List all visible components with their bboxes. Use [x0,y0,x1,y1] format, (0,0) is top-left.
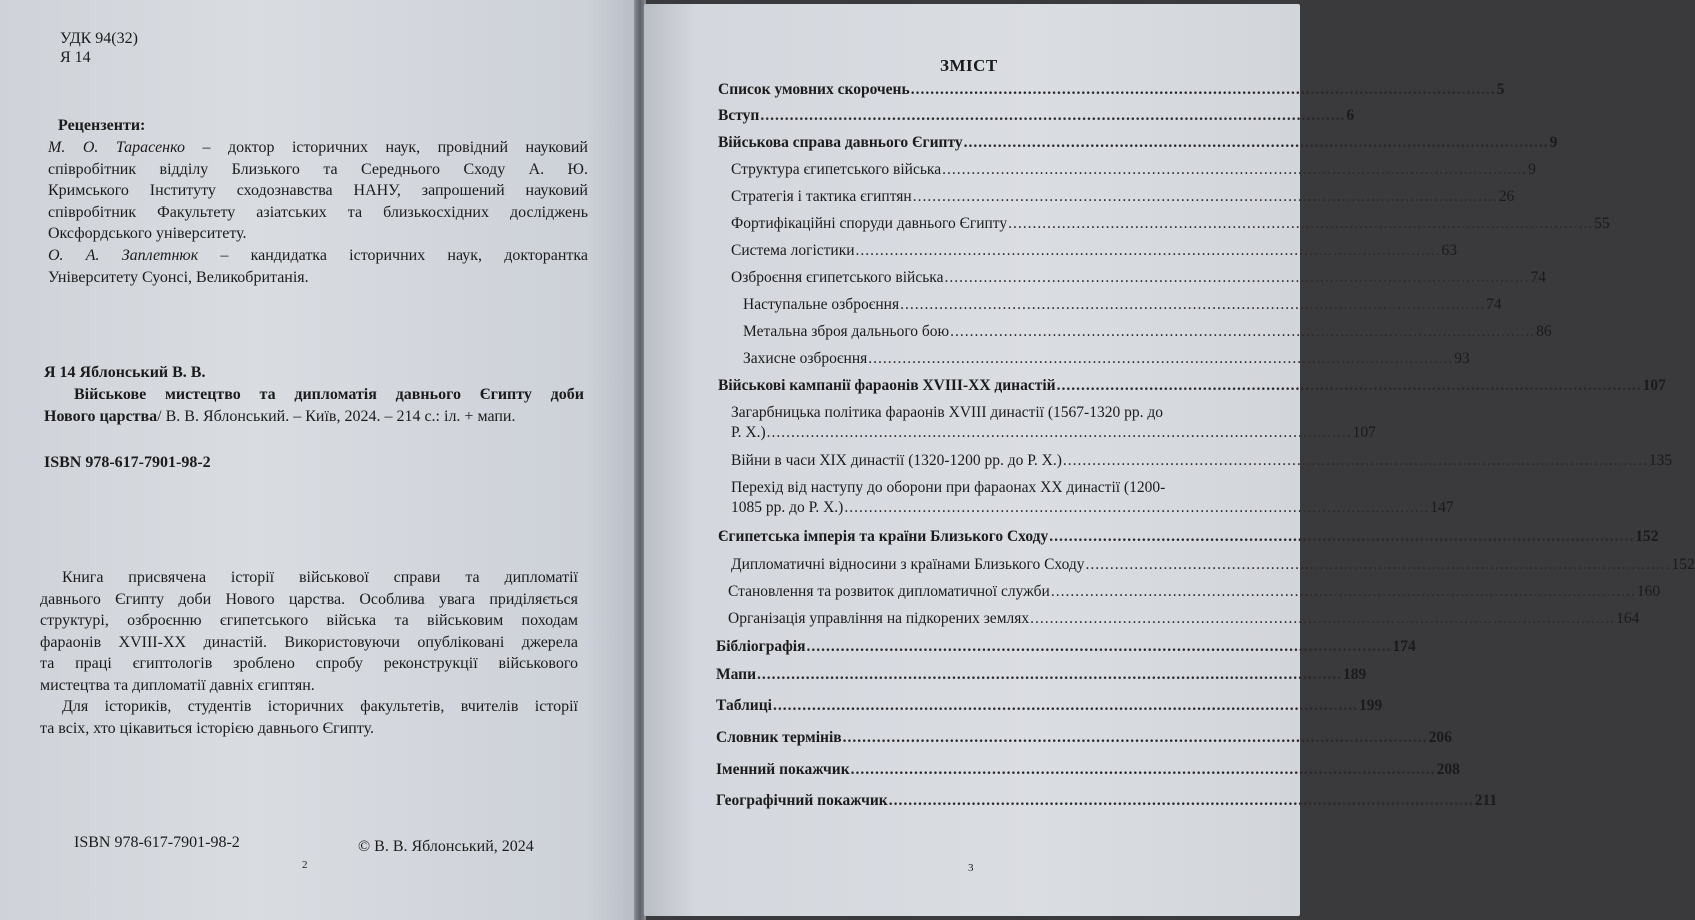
toc-entry [743,349,1470,369]
toc-entry [731,478,1454,518]
abstract-line: мистецтва та дипломатії давніх єгиптян. [40,676,315,694]
toc-entry-page: 147 [1430,499,1454,516]
reviewer-1-name: М. О. Тарасенко [48,139,185,156]
toc-entry-page: 26 [1498,188,1515,205]
toc-entry-label: Війни в часи XIX династії (1320-1200 рр. до Р. Х.) [731,452,1062,469]
toc-entry-page: 86 [1536,323,1552,340]
toc-entry-label: Єгипетська імперія та країни Близького Сходу [718,528,1049,545]
toc-leader: ........................................................................................................................ [912,188,1498,205]
toc-entry-page: 160 [1636,583,1661,600]
toc-entry-page: 74 [1486,296,1502,313]
toc-entry-label: Військові кампанії фараонів XVIII-XX династій [718,377,1056,394]
toc-entry-page: 74 [1530,269,1546,286]
bib-title: Військове мистецтво та дипломатія давнього Єгипту доби [74,386,584,403]
toc-entry [731,160,1536,180]
toc-entry-label: 1085 рр. до Р. Х.) [731,499,844,516]
toc-leader: ........................................................................................................................ [760,107,1346,124]
toc-entry [731,403,1376,443]
toc-entry-label: Становлення та розвиток дипломатичної служби [728,583,1050,600]
abstract-line: Книга присвячена історії військової справи та дипломатії [62,569,578,586]
toc-entry-page: 174 [1392,638,1416,655]
toc-leader: ........................................................................................................................ [1049,528,1635,545]
toc-entry [718,106,1355,126]
toc-leader: ........................................................................................................................ [900,296,1486,313]
reviewer-1-line: – доктор історичних наук, провідний науковий [185,139,588,156]
toc-leader: ........................................................................................................................ [963,134,1549,151]
toc-entry-label: Дипломатичні відносини з країнами Близького Сходу [731,556,1085,573]
toc-entry [728,582,1661,602]
toc-entry [731,187,1515,207]
toc-entry-continuation [731,423,1376,443]
toc-entry [718,527,1659,547]
reviewer-1-line: співробітник відділу Близького та Середнього Сходу А. Ю. [48,160,588,178]
toc-entry-label: Географічний покажчик [716,792,888,809]
toc-entry-label: Організація управління на підкорених землях [728,610,1030,627]
toc-entry-page: 211 [1474,792,1498,809]
toc-entry [716,791,1498,811]
reviewer-1-line: співробітник Факультету азіатських та близькосхідних досліджень [48,203,588,221]
toc-entry-page: 9 [1528,161,1536,178]
toc-leader: ........................................................................................................................ [1062,452,1648,469]
toc-entry-page: 107 [1642,377,1666,394]
toc-entry [731,451,1673,471]
left-page [0,0,636,920]
toc-entry-label: Бібліографія [716,638,806,655]
bib-imprint: / В. В. Яблонський. – Київ, 2024. – 214 с.: іл. + мапи. [157,407,516,425]
toc-entry-label: Р. Х.) [731,424,766,441]
reviewer-2 [48,245,588,288]
udk-code: УДК 94(32) [60,30,138,47]
toc-entry-page: 5 [1496,81,1505,98]
abstract-line: фараонів XVIII-XX династій. Використовуючи опубліковані джерела [40,633,578,651]
toc-title: ЗМІСТ [940,56,998,75]
toc-leader: ........................................................................................................................ [1056,377,1642,394]
toc-entry-page: 63 [1441,242,1458,259]
reviewer-1 [48,137,588,245]
toc-entry-label: Структура єгипетського війська [731,161,942,178]
toc-entry-label: Система логістики [731,242,855,259]
toc-entry-page: 164 [1616,610,1640,627]
toc-leader: ........................................................................................................................ [1085,556,1671,573]
toc-entry-page: 135 [1648,452,1673,469]
toc-leader: ........................................................................................................................ [942,161,1528,178]
reviewer-2-line: – кандидатка історичних наук, докторантка [198,247,589,264]
isbn-footer: ISBN 978-617-7901-98-2 [74,834,240,851]
toc-leader: ........................................................................................................................ [868,350,1454,367]
toc-entry-page: 107 [1352,424,1376,441]
toc-entry-page: 6 [1346,107,1355,124]
toc-leader: ........................................................................................................................ [950,323,1536,340]
reviewer-1-line: Кримського Інституту сходознавства НАНУ, запрошений науковий [48,182,588,199]
toc-leader: ........................................................................................................................ [806,638,1392,655]
audience-line: та всіх, хто цікавиться історією давнього Єгипту. [40,719,375,737]
toc-entry-label: Вступ [718,107,760,124]
toc-entry-page: 206 [1428,729,1452,746]
toc-leader: ........................................................................................................................ [855,242,1441,259]
toc-entry [743,322,1552,342]
toc-entry-label: Метальна зброя дальнього бою [743,323,950,340]
isbn: ISBN 978-617-7901-98-2 [44,454,211,471]
toc-entry [728,609,1640,629]
toc-entry-label: Наступальне озброєння [743,296,900,313]
toc-entry-label: Іменний покажчик [716,761,850,778]
toc-leader: ........................................................................................................................ [1008,215,1594,232]
toc-leader: ........................................................................................................................ [772,697,1358,714]
toc-entry [716,665,1367,685]
toc-entry-page: 189 [1343,666,1367,683]
abstract-line: та праці єгиптологів зроблено спробу реконструкції військового [40,655,578,672]
toc-entry-label: Захисне озброєння [743,350,868,367]
toc-entry-page: 9 [1549,134,1558,151]
toc-entry [731,214,1610,234]
bib-title-end: Нового царства [44,407,158,425]
toc-entry [716,728,1452,748]
toc-leader: ........................................................................................................................ [850,761,1436,778]
toc-entry [743,295,1502,315]
toc-leader: ........................................................................................................................ [757,666,1343,683]
toc-entry [716,696,1383,716]
bib-author: Я 14 Яблонський В. В. [44,364,206,381]
toc-entry [716,760,1460,780]
toc-entry-page: 93 [1454,350,1470,367]
toc-entry-label: Мапи [716,666,757,683]
bib-entry [44,384,584,427]
page-number: 3 [968,862,974,874]
toc-leader: ........................................................................................................................ [844,499,1430,516]
toc-leader: ........................................................................................................................ [842,729,1428,746]
toc-leader: ........................................................................................................................ [944,269,1530,286]
page-number: 2 [302,859,308,871]
toc-entry-label: Фортифікаційні споруди давнього Єгипту [731,215,1008,232]
toc-entry-label: Таблиці [716,697,772,714]
toc-entry-label: Перехід від наступу до оборони при фараонах XX династії (1200- [731,479,1166,496]
toc-entry [716,637,1416,657]
reviewers-heading: Рецензенти: [58,117,146,134]
toc-entry-page: 55 [1594,215,1610,232]
toc-leader: ........................................................................................................................ [888,792,1474,809]
toc-entry-label: Стратегія і тактика єгиптян [731,188,912,205]
reviewer-1-line: Оксфордського університету. [48,225,247,242]
abstract [40,567,578,739]
copyright: © В. В. Яблонський, 2024 [358,838,534,855]
toc-entry-page: 152 [1635,528,1659,545]
toc-entry [718,133,1558,153]
reviewer-2-line: Університету Суонсі, Великобританія. [48,268,309,286]
audience-line: Для істориків, студентів історичних факультетів, вчителів історії [62,698,578,715]
toc-entry [731,241,1458,261]
toc-entry-label: Озброєння єгипетського війська [731,269,944,286]
reviewer-2-name: О. А. Заплетнюк [48,247,199,264]
toc-leader: ........................................................................................................................ [910,81,1496,98]
toc-entry-label: Військова справа давнього Єгипту [718,134,963,151]
toc-entry [718,80,1505,100]
abstract-line: давнього Єгипту доби Нового царства. Особлива увага приділяється [40,590,578,608]
toc-entry [718,376,1666,396]
toc-leader: ........................................................................................................................ [766,424,1352,441]
toc-entry-label: Загарбницька політика фараонів XVIII династії (1567-1320 рр. до [731,404,1163,421]
abstract-line: структурі, озброєнню єгипетського війська та військовим походам [40,612,578,629]
toc-entry-label: Словник термінів [716,729,842,746]
toc-entry-page: 208 [1436,761,1460,778]
toc-entry-page: 199 [1358,697,1383,714]
toc-entry-page: 152 [1671,556,1695,573]
toc-entry-label: Список умовних скорочень [718,81,910,98]
toc-entry [731,555,1695,575]
toc-entry-continuation [731,498,1454,518]
toc-entry [731,268,1546,288]
library-code: Я 14 [60,49,91,66]
toc-leader: ........................................................................................................................ [1030,610,1616,627]
toc-leader: ........................................................................................................................ [1050,583,1636,600]
